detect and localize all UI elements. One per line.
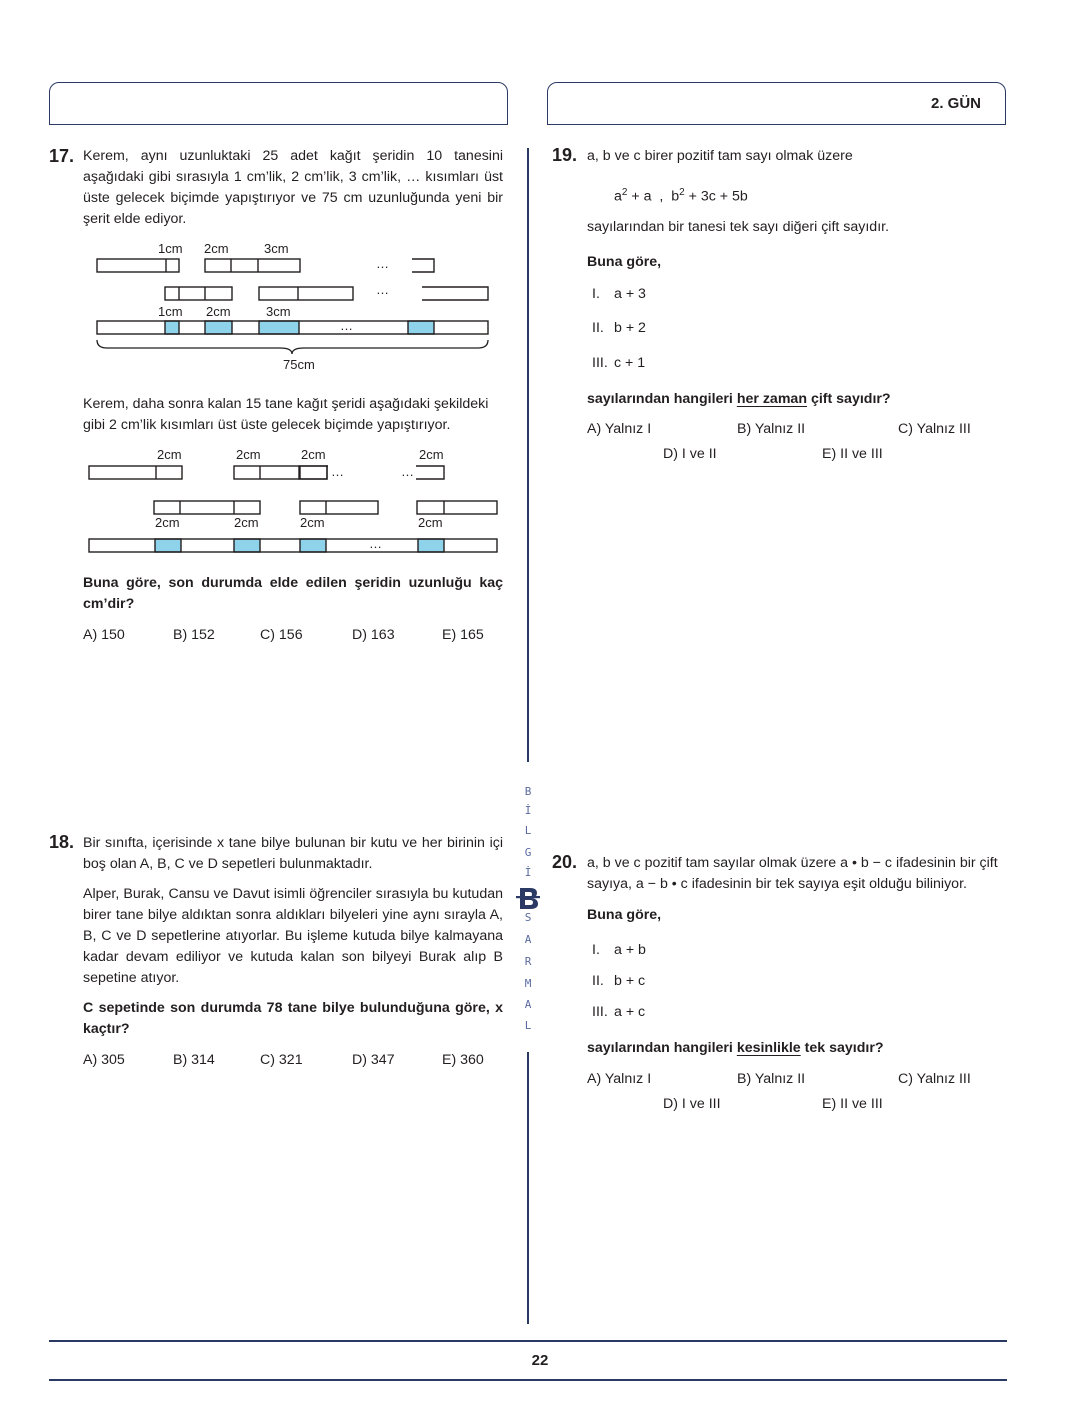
- q17-total-label: 75cm: [283, 357, 315, 372]
- q20-option-b[interactable]: B) Yalnız II: [737, 1071, 806, 1087]
- q17-fig2-label-e: 2cm: [155, 515, 180, 530]
- q17-figure-2: [80, 444, 510, 556]
- vertical-brand-letter: İ: [524, 804, 532, 817]
- page-number: 22: [531, 1352, 549, 1369]
- day-label: 2. GÜN: [930, 95, 981, 112]
- q17-option-a[interactable]: A) 150: [83, 627, 125, 643]
- q18-question: C sepetinde son durumda 78 tane bilye bulunduğuna göre, x kaçtır?: [83, 1000, 503, 1037]
- q18-option-b[interactable]: B) 314: [173, 1052, 215, 1068]
- q17-fig2-label-b: 2cm: [236, 447, 261, 462]
- vertical-brand-letter: L: [524, 824, 532, 837]
- q17-fig2-label-f: 2cm: [234, 515, 259, 530]
- q20-line-1: a, b ve c pozitif tam sayılar olmak üzere a • b − c ifadesinin bir çift: [587, 855, 998, 871]
- q17-dots-1: …: [376, 256, 389, 271]
- q17-fig2-label-d: 2cm: [419, 447, 444, 462]
- q19-intro: a, b ve c birer pozitif tam sayı olmak üzere: [587, 148, 853, 164]
- q17-fig2-overlap-last: [418, 539, 444, 552]
- q20-option-d[interactable]: D) I ve III: [663, 1096, 721, 1112]
- column-divider-top: [527, 148, 529, 762]
- brand-logo-icon: [514, 884, 542, 912]
- q17-option-c[interactable]: C) 156: [260, 627, 303, 643]
- q17-label-3cm: 3cm: [266, 304, 291, 319]
- q17-dots-2: …: [376, 282, 389, 297]
- q17-fig2-label-g: 2cm: [300, 515, 325, 530]
- q19-option-a[interactable]: A) Yalnız I: [587, 421, 652, 437]
- q20-line-2: sayıya, a − b • c ifadesinin bir tek sayıya eşit olduğu biliniyor.: [587, 876, 967, 892]
- q17-fig2-overlap-2: [234, 539, 260, 552]
- header-box-right: [547, 82, 1006, 125]
- q17-label-3cm-top: 3cm: [264, 241, 289, 256]
- q17-fig2-dots-2: …: [401, 464, 414, 479]
- q20-option-c[interactable]: C) Yalnız III: [898, 1071, 971, 1087]
- column-divider-bottom: [527, 1052, 529, 1324]
- q17-label-2cm-top: 2cm: [204, 241, 229, 256]
- footer-rule-top: [49, 1340, 1007, 1342]
- vertical-brand-letter: İ: [524, 866, 532, 879]
- q19-expressions: $a^2 + a$ , $b^2 + 3c + 5b$: [614, 187, 748, 205]
- q20-option-a[interactable]: A) Yalnız I: [587, 1071, 652, 1087]
- q19-option-c[interactable]: C) Yalnız III: [898, 421, 971, 437]
- q17-dots-3: …: [340, 318, 353, 333]
- q19-item-2: II. b + 2: [592, 320, 646, 336]
- q20-item-1: I. a + b: [592, 942, 646, 958]
- footer-rule-bottom: [49, 1379, 1007, 1381]
- q17-question: Buna göre, son durumda elde edilen şeridin uzunluğu kaç cm’dir?: [83, 575, 503, 612]
- vertical-brand-letter: A: [524, 933, 532, 946]
- q17-number: 17.: [49, 146, 75, 166]
- q17-overlap-3: [259, 321, 299, 334]
- q17-fig2-label-c: 2cm: [301, 447, 326, 462]
- q18-option-a[interactable]: A) 305: [83, 1052, 125, 1068]
- q17-text2: Kerem, daha sonra kalan 15 tane kağıt şeridi aşağıdaki şekildeki gibi 2 cm’lik kısımları üst üste gelecek biçimde yapıştırıyor.: [83, 396, 489, 433]
- q18-paragraph-2: Alper, Burak, Cansu ve Davut isimli öğrenciler sırasıyla bu kutudan birer tane bilye aldıktan sonra aldıkları bilyeleri yine aynı sırayla A, B, C ve D sepetlerine atıyorlar. Bu işleme kutuda bilye kalmayana kadar devam ediliyor ve kutuda kalan son bilyeyi Burak alıp B sepetine atıyor.: [83, 886, 503, 986]
- q17-overlap-1: [165, 321, 179, 334]
- q17-fig2-label-a: 2cm: [157, 447, 182, 462]
- q17-overlap-last: [408, 321, 434, 334]
- q17-label-2cm: 2cm: [206, 304, 231, 319]
- q17-option-d[interactable]: D) 163: [352, 627, 395, 643]
- q19-text2: sayılarından bir tanesi tek sayı diğeri çift sayıdır.: [587, 219, 890, 235]
- q17-label-1cm: 1cm: [158, 304, 183, 319]
- vertical-brand-letter: G: [524, 846, 532, 859]
- q17-label-1cm-top: 1cm: [158, 241, 183, 256]
- q17-fig2-dots-3: …: [369, 536, 382, 551]
- q17-fig2-dots-1: …: [331, 464, 344, 479]
- q18-option-c[interactable]: C) 321: [260, 1052, 303, 1068]
- q18-paragraph-1: Bir sınıfta, içerisinde x tane bilye bulunan bir kutu ve her birinin içi boş olan A, B, C ve D sepetleri bulunmaktadır.: [83, 835, 503, 872]
- q17-overlap-2: [205, 321, 232, 334]
- q19-item-3: III. c + 1: [592, 355, 646, 371]
- vertical-brand-letter: S: [524, 911, 532, 924]
- q19-number: 19.: [552, 145, 578, 165]
- q19-option-d[interactable]: D) I ve II: [663, 446, 717, 462]
- q18-option-d[interactable]: D) 347: [352, 1052, 395, 1068]
- vertical-brand-letter: M: [524, 977, 532, 990]
- q17-option-e[interactable]: E) 165: [442, 627, 484, 643]
- q17-option-b[interactable]: B) 152: [173, 627, 215, 643]
- q17-figure-1: [80, 236, 510, 376]
- q20-number: 20.: [552, 852, 578, 872]
- q20-item-3: III. a + c: [592, 1004, 646, 1020]
- q17-text: Kerem, aynı uzunluktaki 25 adet kağıt şeridin 10 tanesini aşağıdaki gibi sırasıyla 1 cm’lik, 2 cm’lik, 3 cm’lik, … kısımları üst üste gelecek biçimde yapıştırıyor ve 75 cm uzunluğunda yeni bir şerit elde ediyor.: [83, 148, 503, 227]
- q19-option-b[interactable]: B) Yalnız II: [737, 421, 806, 437]
- q20-option-e[interactable]: E) II ve III: [822, 1096, 883, 1112]
- q20-item-2: II. b + c: [592, 973, 646, 989]
- q17-fig2-overlap-3: [300, 539, 326, 552]
- q19-option-e[interactable]: E) II ve III: [822, 446, 883, 462]
- q18-number: 18.: [49, 832, 75, 852]
- header-box-left: [49, 82, 508, 125]
- q19-item-1: I. a + 3: [592, 286, 646, 302]
- q20-lead: Buna göre,: [587, 907, 662, 923]
- q18-option-e[interactable]: E) 360: [442, 1052, 484, 1068]
- q17-fig2-label-h: 2cm: [418, 515, 443, 530]
- vertical-brand-letter: L: [524, 1019, 532, 1032]
- q20-question: sayılarından hangileri kesinlikle tek sayıdır?: [587, 1040, 884, 1056]
- vertical-brand-letter: R: [524, 955, 532, 968]
- q17-fig2-overlap-1: [155, 539, 181, 552]
- q19-question: sayılarından hangileri her zaman çift sayıdır?: [587, 391, 891, 407]
- vertical-brand-letter: A: [524, 998, 532, 1011]
- q19-lead: Buna göre,: [587, 254, 662, 270]
- vertical-brand-letter: B: [524, 785, 532, 798]
